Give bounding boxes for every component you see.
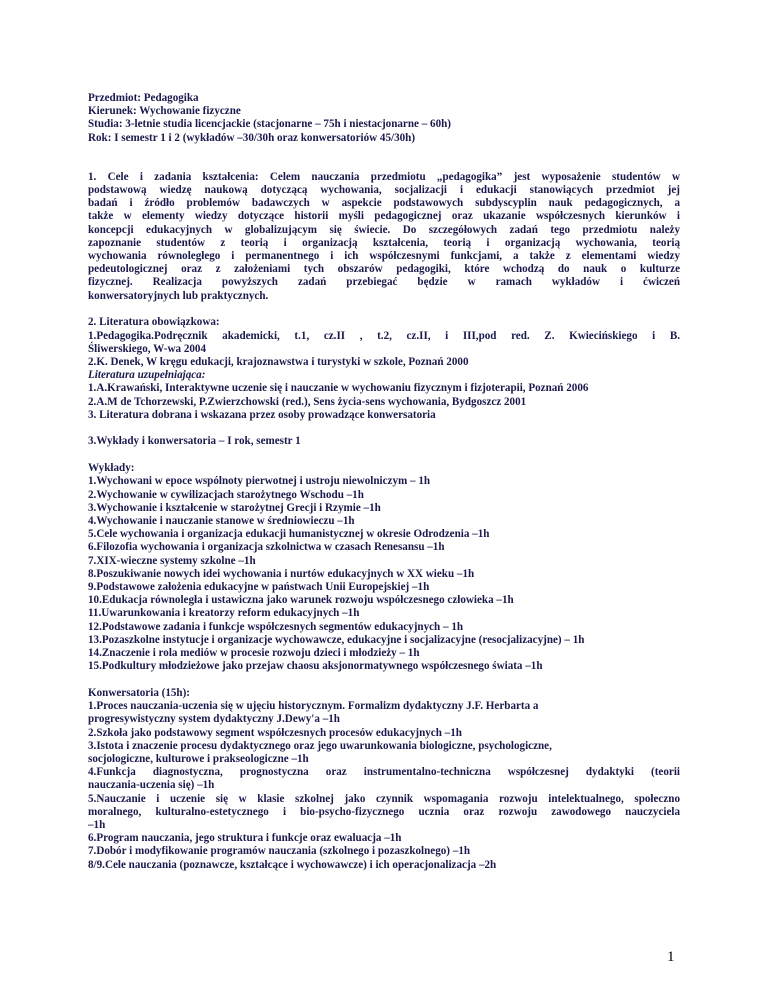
goals-line-last: konwersatoryjnych lub praktycznych. [88,289,269,302]
goals-line: fizycznej. Realizacja powyższych zadań przebiegać będzie w ramach wykładów i ćwiczeń [88,276,680,289]
subject-line: Przedmiot: Pedagogika [88,92,199,104]
lecture-item: 4.Wychowanie i nauczanie stanowe w średniowieczu –1h [88,514,355,527]
lecture-item: 15.Podkultury młodzieżowe jako przejaw chaosu aksjonormatywnego współczesnego świata –1h [88,660,543,673]
literature-item: Śliwerskiego, W-wa 2004 [88,342,207,355]
lecture-item: 14.Znaczenie i rola mediów w procesie rozwoju dzieci i młodzieży – 1h [88,647,420,660]
lecture-item: 6.Filozofia wychowania i organizacja szkolnictwa w czasach Renesansu –1h [88,541,445,554]
literature-item: 2.K. Denek, W kręgu edukacji, krajoznawstwa i turystyki w szkole, Poznań 2000 [88,355,469,368]
goals-line: koncepcji edukacyjnych w globalizującym się świecie. Do szczegółowych zadań tego przedmiotu należy [88,223,680,236]
lecture-item: 10.Edukacja równoległa i ustawiczna jako warunek rozwoju współczesnego człowieka –1h [88,594,514,607]
goals-line: zapoznanie studentów z teorią i organizacją kształcenia, teorią i organizacją wychowania, teorią [88,236,680,249]
study-mode-line: Studia: 3-letnie studia licencjackie (stacjonarne – 75h i niestacjonarne – 60h) [88,118,451,131]
lecture-item: 1.Wychowani w epoce wspólnoty pierwotnej i ustroju niewolniczym – 1h [88,475,431,488]
supplementary-literature-item: 3. Literatura dobrana i wskazana przez osoby prowadzące konwersatoria [88,408,436,421]
field-of-study-line: Kierunek: Wychowanie fizyczne [88,105,241,118]
literature-item: 1.Pedagogika.Podręcznik akademicki, t.1, cz.II , t.2, cz.II, i III,pod red. Z. Kwiecińskiego i B. [88,329,680,342]
seminar-item: 4.Funkcja diagnostyczna, prognostyczna oraz instrumentalno-techniczna współczesnej dydaktyki (teorii [88,766,680,779]
goals-line: 1. Cele i zadania kształcenia: Celem nauczania przedmiotu „pedagogika” jest wyposażenie studentów w [88,170,680,183]
seminar-item: socjologiczne, kulturowe i prakseologiczne –1h [88,752,309,765]
page-number: 1 [667,949,675,965]
supplementary-literature-item: 2.A.M de Tchorzewski, P.Zwierzchowski (red.), Sens życia-sens wychowania, Bydgoszcz 2001 [88,395,527,408]
seminars-list [88,687,680,872]
seminar-item: 2.Szkoła jako podstawowy segment współczesnych procesów edukacyjnych –1h [88,726,462,739]
goals-line: pedeutologicznej oraz z założeniami tych obszarów pedagogiki, które wchodzą do nauk o kulturze [88,263,680,276]
goals-line: podstawową wiedzę naukową dotyczącą wychowania, socjalizacji i edukacji stanowiących przedmiot jej [88,184,680,197]
year-line: Rok: I semestr 1 i 2 (wykładów –30/30h oraz konwersatoriów 45/30h) [88,131,416,144]
lecture-item: 12.Podstawowe zadania i funkcje współczesnych segmentów edukacyjnych – 1h [88,620,464,633]
seminar-item: 7.Dobór i modyfikowanie programów nauczania (szkolnego i pozaszkolnego) –1h [88,845,471,858]
lecture-item: 5.Cele wychowania i organizacja edukacji humanistycznej w okresie Odrodzenia –1h [88,528,490,541]
document-page [88,92,680,872]
supplementary-literature-heading: Literatura uzupełniająca: [88,369,206,382]
lectures-heading: Wykłady: [88,462,135,475]
lecture-item: 8.Poszukiwanie nowych idei wychowania i nurtów edukacyjnych w XX wieku –1h [88,567,475,580]
lecture-item: 2.Wychowanie w cywilizacjach starożytnego Wschodu –1h [88,488,364,501]
literature-section [88,316,680,422]
lecture-item: 7.XIX-wieczne systemy szkolne –1h [88,554,256,567]
seminars-heading: Konwersatoria (15h): [88,686,190,699]
seminar-item: –1h [88,818,106,831]
supplementary-literature-item: 1.A.Krawański, Interaktywne uczenie się i nauczanie w wychowaniu fizycznym i fizjoterapii, Poznań 2006 [88,382,589,395]
seminar-item: progresywistyczny system dydaktyczny J.Dewy'a –1h [88,713,340,726]
goals-paragraph [88,171,680,303]
seminar-item: 8/9.Cele nauczania (poznawcze, kształcące i wychowawcze) i ich operacjonalizacja –2h [88,858,497,871]
lecture-item: 3.Wychowanie i kształcenie w starożytnej Grecji i Rzymie –1h [88,501,381,514]
lectures-list [88,462,680,673]
seminar-item: nauczania-uczenia się) –1h [88,779,215,792]
seminar-item: moralnego, kulturalno-estetycznego i bio-psycho-fizycznego ucznia oraz rozwoju zawodowego nauczyciela [88,805,680,818]
seminar-item: 3.Istota i znaczenie procesu dydaktycznego oraz jego uwarunkowania biologiczne, psychologiczne, [88,739,552,752]
seminar-item: 5.Nauczanie i uczenie się w klasie szkolnej jako czynnik wspomagania rozwoju intelektualnego, społeczno [88,792,680,805]
goals-line: także w elementy wiedzy dotyczące historii myśli pedagogicznej oraz ukazanie współczesnych kierunków i [88,210,680,223]
goals-line: badań i źródło problemów badawczych w aspekcie podstawowych subdyscyplin nauk pedagogicznych, a [88,197,680,210]
seminar-item: 6.Program nauczania, jego struktura i funkcje oraz ewaluacja –1h [88,832,402,845]
lectures-section-heading: 3.Wykłady i konwersatoria – I rok, semestr 1 [88,435,301,448]
lecture-item: 13.Pozaszkolne instytucje i organizacje wychowawcze, edukacyjne i socjalizacyjne (resocjalizacyjne) – 1h [88,633,585,646]
lecture-item: 11.Uwarunkowania i kreatorzy reform edukacyjnych –1h [88,607,360,620]
seminar-item: 1.Proces nauczania-uczenia się w ujęciu historycznym. Formalizm dydaktyczny J.F. Herbarta a [88,700,539,713]
lecture-item: 9.Podstawowe założenia edukacyjne w państwach Unii Europejskiej –1h [88,581,430,593]
goals-line: wychowania równoległego i permanentnego i ich współczesnymi funkcjami, a także z elementami wiedzy [88,250,680,263]
literature-heading: 2. Literatura obowiązkowa: [88,316,220,329]
